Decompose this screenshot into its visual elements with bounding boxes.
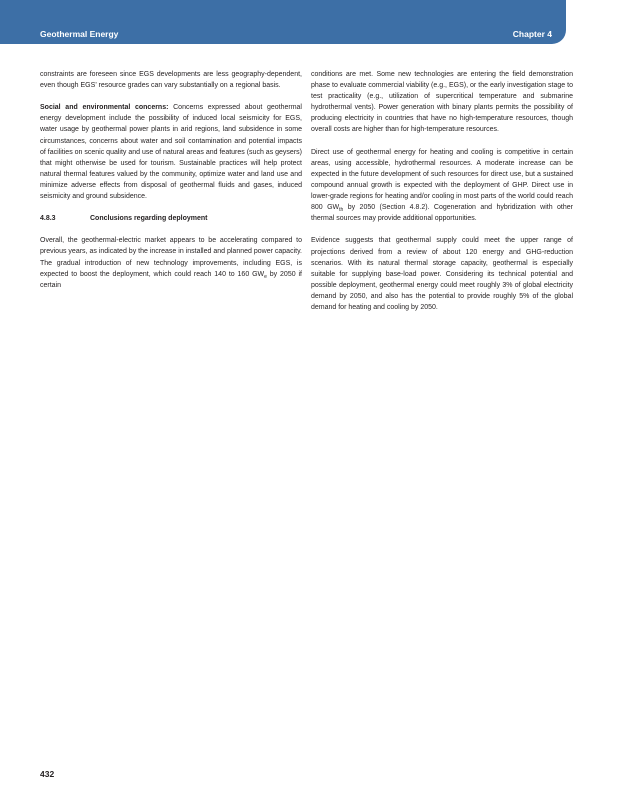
paragraph-constraints: constraints are foreseen since EGS developments are less geography-dependent, even though EGS’ resource grades can vary substantially on a regional basis. <box>40 71 302 90</box>
running-header-bar <box>0 0 566 44</box>
page-number: 432 <box>40 769 55 779</box>
section-number: 4.8.3 <box>40 215 56 223</box>
paragraph-lead-in: Social and environmental concerns: <box>40 104 169 112</box>
paragraph-social-environmental: Social and environmental concerns: Concerns expressed about geothermal energy development include the possibility of induced local seismicity for EGS, water usage by geothermal power plants in arid regions, land subsidence in some circumstances, concerns about water and soil contamination and potential impacts of facilities on scenic quality and use of natural areas and features (such as geysers) that might otherwise be used for tourism. Sustainable practices will help protect natural thermal features valued by the community, optimize water and land use and minimize adverse effects from disposal of geothermal fluids and gases, induced seismicity and ground subsidence. <box>40 104 302 201</box>
paragraph-direct-use: Direct use of geothermal energy for heating and cooling is competitive in certain areas, using accessible, hydrothermal resources. A moderate increase can be expected in the future development of such resources for direct use, but a sustained compound annual growth is expected with the deployment of GHP. Direct use in lower-grade regions for heating and/or cooling in most parts of the world could reach 800 $GW_{th}$ by 2050 (Section 4.8.2). Cogeneration and hybridization with other thermal sources may provide additional opportunities. <box>311 148 573 223</box>
running-header-title: Geothermal Energy <box>40 29 119 39</box>
paragraph-new-technologies: conditions are met. Some new technologies are entering the field demonstration phase to evaluate commercial viability (e.g., EGS), or the early investigation stage to test practicality (e.g., utilization of supercritical temperature and submarine hydrothermal vents). Power generation with binary plants permits the possibility of producing electricity in countries that have no high-temperature resources, though overall costs are higher than for high-temperature resources. <box>311 71 573 134</box>
paragraph-evidence: Evidence suggests that geothermal supply could meet the upper range of projections derived from a review of about 120 energy and GHG-reduction scenarios. With its natural thermal storage capacity, geothermal is especially suitable for supplying base-load power. Considering its technical potential and possible deployment, geothermal energy could meet roughly 3% of global electricity demand by 2050, and also has the potential to provide roughly 5% of the global demand for heating and cooling by 2050. <box>311 237 573 311</box>
section-heading <box>40 213 302 224</box>
right-column <box>311 69 573 324</box>
running-header-chapter: Chapter 4 <box>512 29 552 39</box>
left-column <box>40 69 302 302</box>
paragraph-overall-market: Overall, the geothermal-electric market appears to be accelerating compared to previous years, as indicated by the increase in installed and planned power capacity. The gradual introduction of new technology improvements, including EGS, is expected to boost the deployment, which could reach 140 to 160 $GW_e$ by 2050 if certain <box>40 237 302 289</box>
section-title: Conclusions regarding deployment <box>90 215 208 223</box>
